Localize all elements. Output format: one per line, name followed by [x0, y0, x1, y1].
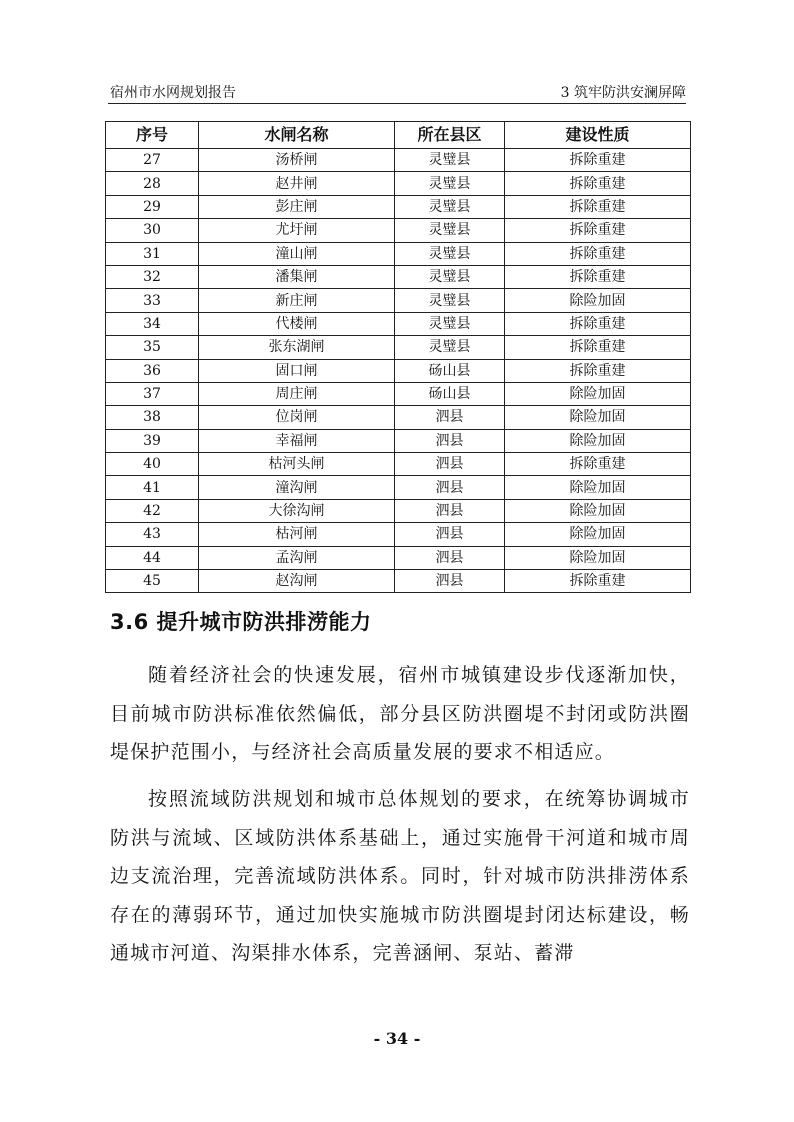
gate-name-cell: 张东湖闸 [199, 336, 395, 359]
table-row [106, 476, 691, 499]
construction-type-cell: 拆除重建 [505, 265, 691, 288]
construction-type-cell: 拆除重建 [505, 149, 691, 172]
table-row [106, 570, 691, 593]
county-cell: 灵璧县 [395, 242, 505, 265]
sluice-gate-table [105, 121, 691, 593]
construction-type-cell: 除险加固 [505, 546, 691, 569]
page-number: - 34 - [373, 1029, 421, 1048]
table-row [106, 453, 691, 476]
table-row [106, 312, 691, 335]
gate-name-cell: 幸福闸 [199, 429, 395, 452]
gate-name-cell: 枯河头闸 [199, 453, 395, 476]
table-row [106, 523, 691, 546]
serial-number-cell: 30 [106, 219, 199, 242]
construction-type-cell: 拆除重建 [505, 195, 691, 218]
county-cell: 砀山县 [395, 359, 505, 382]
header-county: 所在县区 [395, 122, 505, 149]
paragraph-1 [110, 656, 690, 772]
table-row [106, 546, 691, 569]
paragraph-2 [110, 780, 690, 973]
county-cell: 灵璧县 [395, 195, 505, 218]
serial-number-cell: 34 [106, 312, 199, 335]
gate-name-cell: 汤桥闸 [199, 149, 395, 172]
header-serial-number: 序号 [106, 122, 199, 149]
construction-type-cell: 除险加固 [505, 289, 691, 312]
table-row [106, 429, 691, 452]
serial-number-cell: 44 [106, 546, 199, 569]
gate-name-cell: 彭庄闸 [199, 195, 395, 218]
table-header-row [106, 122, 691, 149]
construction-type-cell: 拆除重建 [505, 219, 691, 242]
serial-number-cell: 38 [106, 406, 199, 429]
serial-number-cell: 27 [106, 149, 199, 172]
table-row [106, 499, 691, 522]
table-row [106, 359, 691, 382]
table-body [106, 149, 691, 593]
serial-number-cell: 41 [106, 476, 199, 499]
table-row [106, 336, 691, 359]
paragraph-text: 随着经济社会的快速发展，宿州市城镇建设步伐逐渐加快，目前城市防洪标准依然偏低，部分县区防洪圈堤不封闭或防洪圈堤保护范围小，与经济社会高质量发展的要求不相适应。 [110, 664, 690, 763]
serial-number-cell: 28 [106, 172, 199, 195]
construction-type-cell: 拆除重建 [505, 359, 691, 382]
county-cell: 泗县 [395, 523, 505, 546]
county-cell: 泗县 [395, 546, 505, 569]
serial-number-cell: 42 [106, 499, 199, 522]
construction-type-cell: 除险加固 [505, 499, 691, 522]
county-cell: 灵璧县 [395, 219, 505, 242]
gate-name-cell: 代楼闸 [199, 312, 395, 335]
construction-type-cell: 拆除重建 [505, 242, 691, 265]
page-header [108, 79, 686, 104]
serial-number-cell: 40 [106, 453, 199, 476]
paragraph-text: 按照流域防洪规划和城市总体规划的要求，在统筹协调城市防洪与流域、区域防洪体系基础上，通过实施骨干河道和城市周边支流治理，完善流域防洪体系。同时，针对城市防洪排涝体系存在的薄弱环节，通过加快实施城市防洪圈堤封闭达标建设，畅通城市河道、沟渠排水体系，完善涵闸、泵站、蓄滞 [110, 788, 690, 964]
county-cell: 灵璧县 [395, 149, 505, 172]
serial-number-cell: 43 [106, 523, 199, 546]
serial-number-cell: 37 [106, 382, 199, 405]
gate-name-cell: 赵沟闸 [199, 570, 395, 593]
construction-type-cell: 除险加固 [505, 406, 691, 429]
serial-number-cell: 35 [106, 336, 199, 359]
header-construction-type: 建设性质 [505, 122, 691, 149]
construction-type-cell: 拆除重建 [505, 312, 691, 335]
gate-name-cell: 潘集闸 [199, 265, 395, 288]
header-report-title: 宿州市水网规划报告 [110, 85, 236, 101]
construction-type-cell: 拆除重建 [505, 570, 691, 593]
serial-number-cell: 32 [106, 265, 199, 288]
table-row [106, 219, 691, 242]
construction-type-cell: 除险加固 [505, 382, 691, 405]
gate-name-cell: 大徐沟闸 [199, 499, 395, 522]
table-row [106, 242, 691, 265]
gate-name-cell: 孟沟闸 [199, 546, 395, 569]
table-row [106, 265, 691, 288]
construction-type-cell: 拆除重建 [505, 453, 691, 476]
construction-type-cell: 除险加固 [505, 429, 691, 452]
county-cell: 泗县 [395, 429, 505, 452]
gate-name-cell: 枯河闸 [199, 523, 395, 546]
county-cell: 砀山县 [395, 382, 505, 405]
serial-number-cell: 45 [106, 570, 199, 593]
construction-type-cell: 拆除重建 [505, 336, 691, 359]
section-heading: 3.6 提升城市防洪排涝能力 [110, 610, 372, 634]
county-cell: 灵璧县 [395, 289, 505, 312]
gate-name-cell: 赵井闸 [199, 172, 395, 195]
serial-number-cell: 29 [106, 195, 199, 218]
table-row [106, 289, 691, 312]
county-cell: 泗县 [395, 406, 505, 429]
serial-number-cell: 39 [106, 429, 199, 452]
gate-name-cell: 新庄闸 [199, 289, 395, 312]
county-cell: 泗县 [395, 476, 505, 499]
gate-name-cell: 潼沟闸 [199, 476, 395, 499]
gate-name-cell: 周庄闸 [199, 382, 395, 405]
header-gate-name: 水闸名称 [199, 122, 395, 149]
table-row [106, 149, 691, 172]
serial-number-cell: 31 [106, 242, 199, 265]
county-cell: 灵璧县 [395, 172, 505, 195]
table-row [106, 172, 691, 195]
header-chapter-title: 3 筑牢防洪安澜屏障 [560, 85, 686, 101]
gate-name-cell: 潼山闸 [199, 242, 395, 265]
county-cell: 泗县 [395, 453, 505, 476]
table-row [106, 406, 691, 429]
construction-type-cell: 除险加固 [505, 476, 691, 499]
serial-number-cell: 33 [106, 289, 199, 312]
gate-name-cell: 位岗闸 [199, 406, 395, 429]
construction-type-cell: 拆除重建 [505, 172, 691, 195]
construction-type-cell: 除险加固 [505, 523, 691, 546]
county-cell: 泗县 [395, 499, 505, 522]
county-cell: 灵璧县 [395, 265, 505, 288]
serial-number-cell: 36 [106, 359, 199, 382]
table-row [106, 195, 691, 218]
table-row [106, 382, 691, 405]
gate-name-cell: 固口闸 [199, 359, 395, 382]
county-cell: 泗县 [395, 570, 505, 593]
county-cell: 灵璧县 [395, 336, 505, 359]
gate-name-cell: 尤圩闸 [199, 219, 395, 242]
county-cell: 灵璧县 [395, 312, 505, 335]
